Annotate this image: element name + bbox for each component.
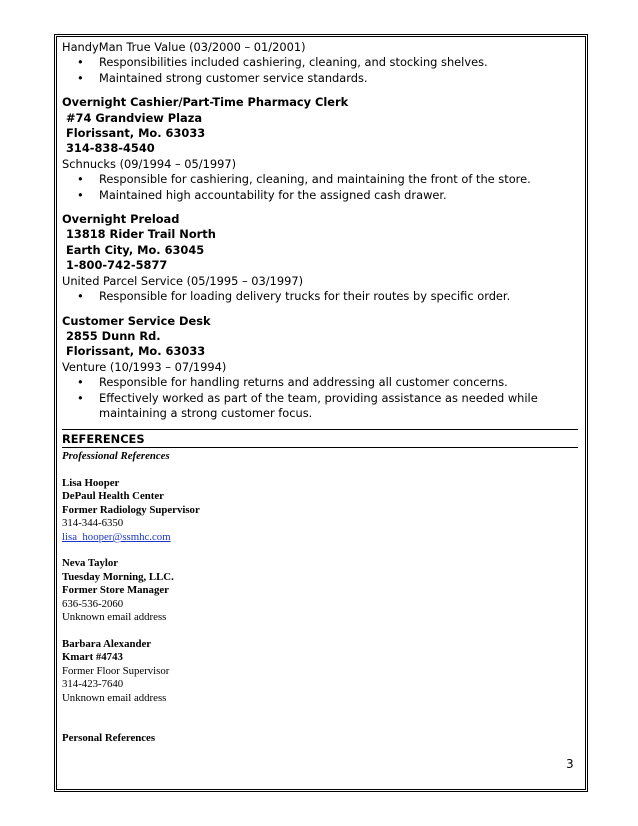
job-bullet: • Effectively worked as part of the team, providing assistance as needed while maintaining a strong customer focus.	[62, 391, 539, 422]
job-bullet: • Maintained strong customer service standards.	[62, 71, 578, 86]
reference-phone: 314-423-7640	[62, 678, 124, 691]
reference-title: Former Store Manager	[62, 584, 169, 597]
job-bullets	[62, 172, 578, 203]
page-number: 3	[566, 757, 574, 771]
job-city-line: Earth City, Mo. 63045	[65, 242, 205, 257]
reference-email-link[interactable]: lisa_hooper@ssmhc.com	[62, 530, 171, 543]
reference-organization: Kmart #4743	[62, 651, 123, 664]
reference-entry	[62, 557, 578, 625]
reference-organization: DePaul Health Center	[62, 490, 164, 503]
job-address-line: 13818 Rider Trail North	[65, 227, 216, 242]
resume-page	[62, 40, 578, 746]
job-company: HandyMan True Value (03/2000 – 01/2001)	[62, 40, 306, 54]
job-entry-ups	[62, 212, 578, 304]
reference-phone: 314-344-6350	[62, 517, 124, 530]
personal-references-heading: Personal References	[62, 732, 156, 745]
job-title: Customer Service Desk	[62, 313, 211, 328]
job-company: Schnucks (09/1994 – 05/1997)	[62, 156, 237, 171]
job-title: Overnight Preload	[62, 212, 180, 227]
reference-name: Barbara Alexander	[62, 637, 152, 650]
job-phone-line: 1-800-742-5877	[65, 258, 168, 273]
job-bullets	[62, 55, 578, 86]
job-bullet: • Responsible for handling returns and addressing all customer concerns.	[62, 375, 578, 390]
reference-name: Lisa Hooper	[62, 476, 120, 489]
professional-references-heading: Professional References	[62, 450, 170, 463]
job-entry-schnucks	[62, 95, 578, 203]
reference-entry	[62, 638, 578, 706]
job-bullet: • Responsible for cashiering, cleaning, and maintaining the front of the store.	[62, 172, 578, 187]
job-city-line: Florissant, Mo. 63033	[65, 126, 206, 141]
job-entry-handyman	[62, 40, 578, 86]
references-heading: REFERENCES	[62, 430, 578, 448]
job-bullet: • Responsible for loading delivery trucks for their routes by specific order.	[62, 289, 578, 304]
reference-name: Neva Taylor	[62, 557, 119, 570]
job-bullet: • Responsibilities included cashiering, cleaning, and stocking shelves.	[62, 55, 578, 70]
reference-phone: 636-536-2060	[62, 597, 124, 610]
reference-email: Unknown email address	[62, 611, 167, 624]
job-entry-venture	[62, 314, 578, 422]
job-address-line: #74 Grandview Plaza	[65, 110, 203, 125]
job-bullets	[62, 375, 578, 421]
job-city-line: Florissant, Mo. 63033	[65, 344, 206, 359]
job-phone-line: 314-838-4540	[65, 141, 155, 156]
reference-organization: Tuesday Morning, LLC.	[62, 570, 174, 583]
job-bullets	[62, 289, 578, 304]
job-address-line: 2855 Dunn Rd.	[65, 328, 161, 343]
reference-entry	[62, 477, 578, 545]
job-company: Venture (10/1993 – 07/1994)	[62, 359, 227, 374]
reference-title: Former Radiology Supervisor	[62, 503, 200, 516]
reference-email: Unknown email address	[62, 691, 167, 704]
reference-title: Former Floor Supervisor	[62, 664, 170, 677]
job-bullet: • Maintained high accountability for the assigned cash drawer.	[62, 188, 578, 203]
job-company: United Parcel Service (05/1995 – 03/1997)	[62, 273, 304, 288]
job-title: Overnight Cashier/Part-Time Pharmacy Clerk	[62, 95, 349, 110]
